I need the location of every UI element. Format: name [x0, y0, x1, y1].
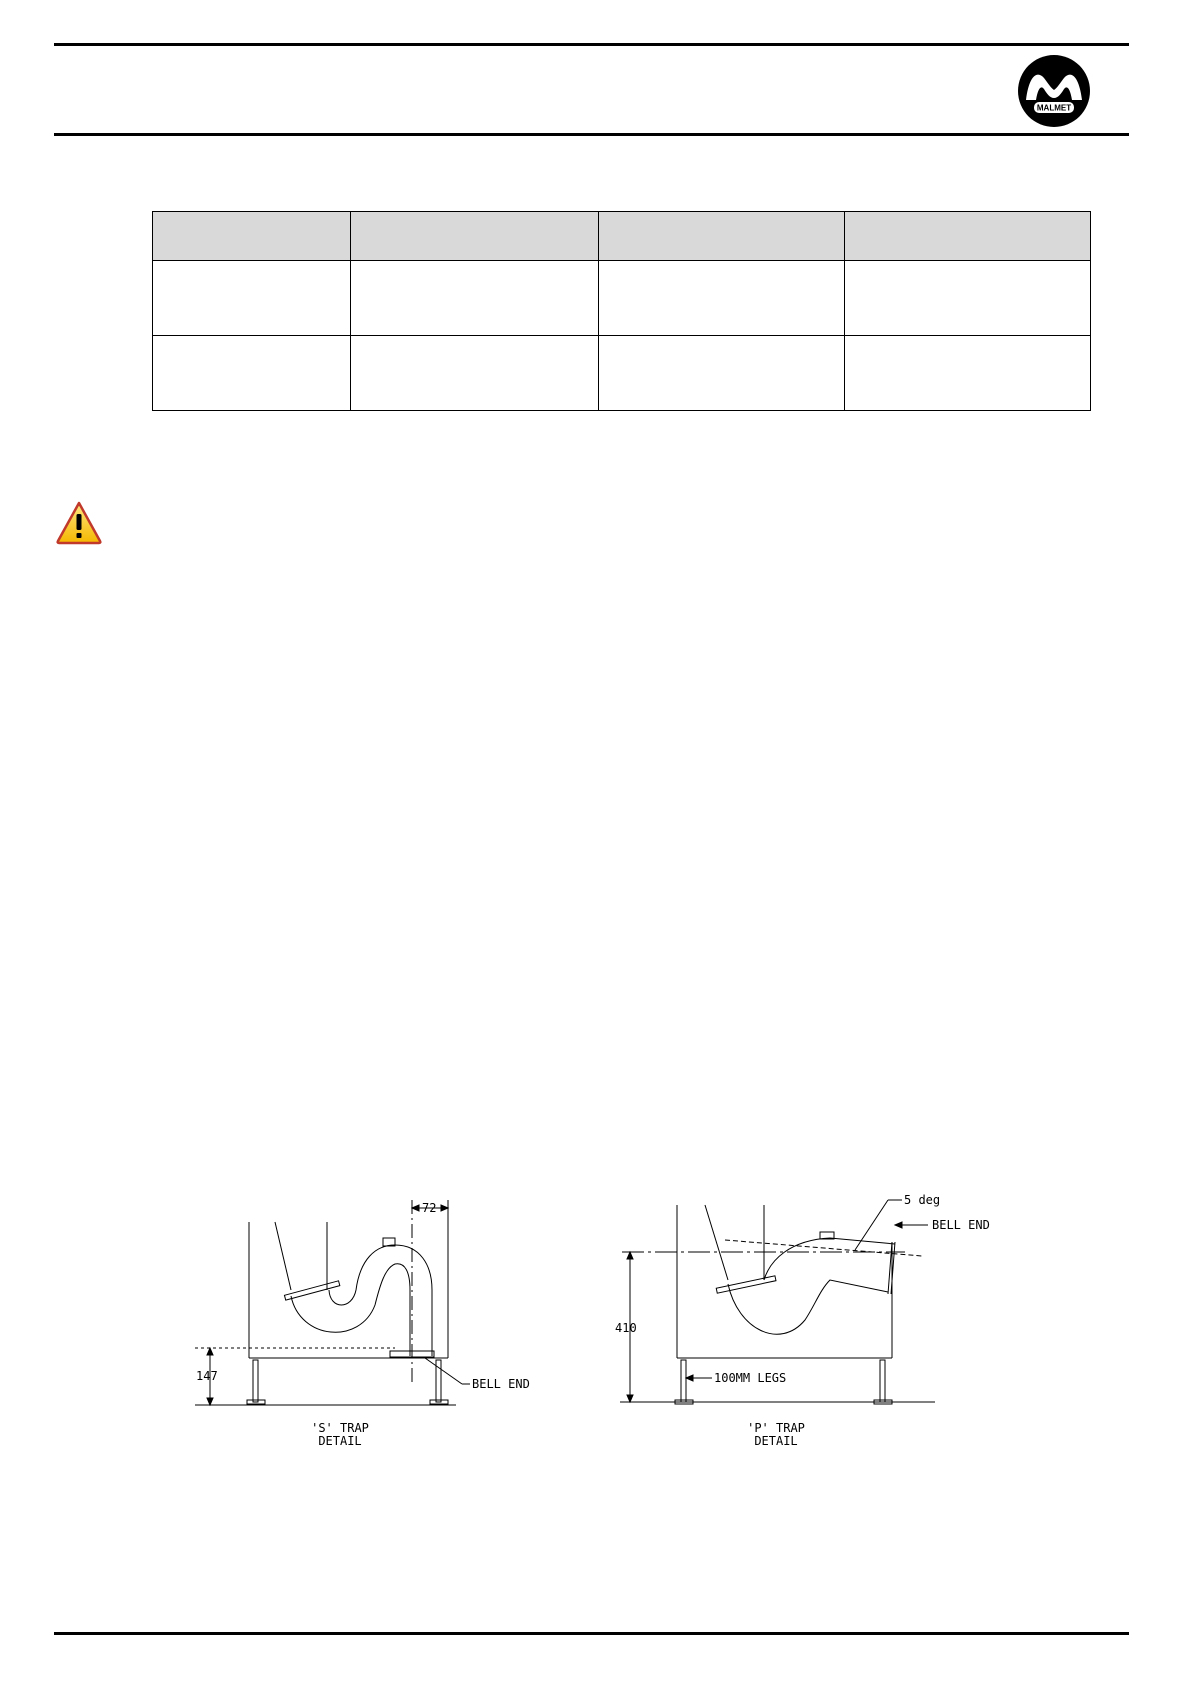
- p-trap-caption-detail: DETAIL: [754, 1434, 798, 1448]
- table-row: [153, 261, 1091, 336]
- s-trap-height-dimension: 147: [196, 1369, 218, 1383]
- p-trap-legs-label: 100MM LEGS: [714, 1371, 787, 1385]
- p-trap-height-dimension: 410: [615, 1321, 637, 1335]
- p-trap-bell-end-label: BELL END: [932, 1218, 990, 1232]
- s-trap-caption: 'S' TRAP: [311, 1421, 369, 1435]
- table-cell: [599, 336, 845, 411]
- table-cell: [153, 261, 351, 336]
- table-cell: [351, 336, 599, 411]
- footer-rule: [54, 1632, 1129, 1635]
- table-cell: [845, 261, 1091, 336]
- header-bottom-rule: [54, 133, 1129, 136]
- table-header-cell: [153, 212, 351, 261]
- table-row: [153, 336, 1091, 411]
- spec-table: [152, 211, 1091, 411]
- s-trap-detail: [195, 1200, 470, 1405]
- table-header-cell: [845, 212, 1091, 261]
- header-top-rule: [54, 43, 1129, 46]
- trap-details-drawing: [0, 1180, 1192, 1460]
- s-trap-bell-end-label: BELL END: [472, 1377, 530, 1391]
- p-trap-caption: 'P' TRAP: [747, 1421, 805, 1435]
- s-trap-width-dimension: 72: [422, 1201, 437, 1215]
- table-cell: [845, 336, 1091, 411]
- warning-icon: [56, 501, 102, 545]
- logo-text: MALMET: [1036, 103, 1072, 113]
- table-cell: [153, 336, 351, 411]
- p-trap-angle-label: 5 deg: [904, 1193, 941, 1207]
- table-header-cell: [599, 212, 845, 261]
- table-header-cell: [351, 212, 599, 261]
- table-header-row: [153, 212, 1091, 261]
- table-cell: [599, 261, 845, 336]
- table-cell: [351, 261, 599, 336]
- s-trap-caption-detail: DETAIL: [318, 1434, 362, 1448]
- malmet-logo: [1017, 54, 1091, 128]
